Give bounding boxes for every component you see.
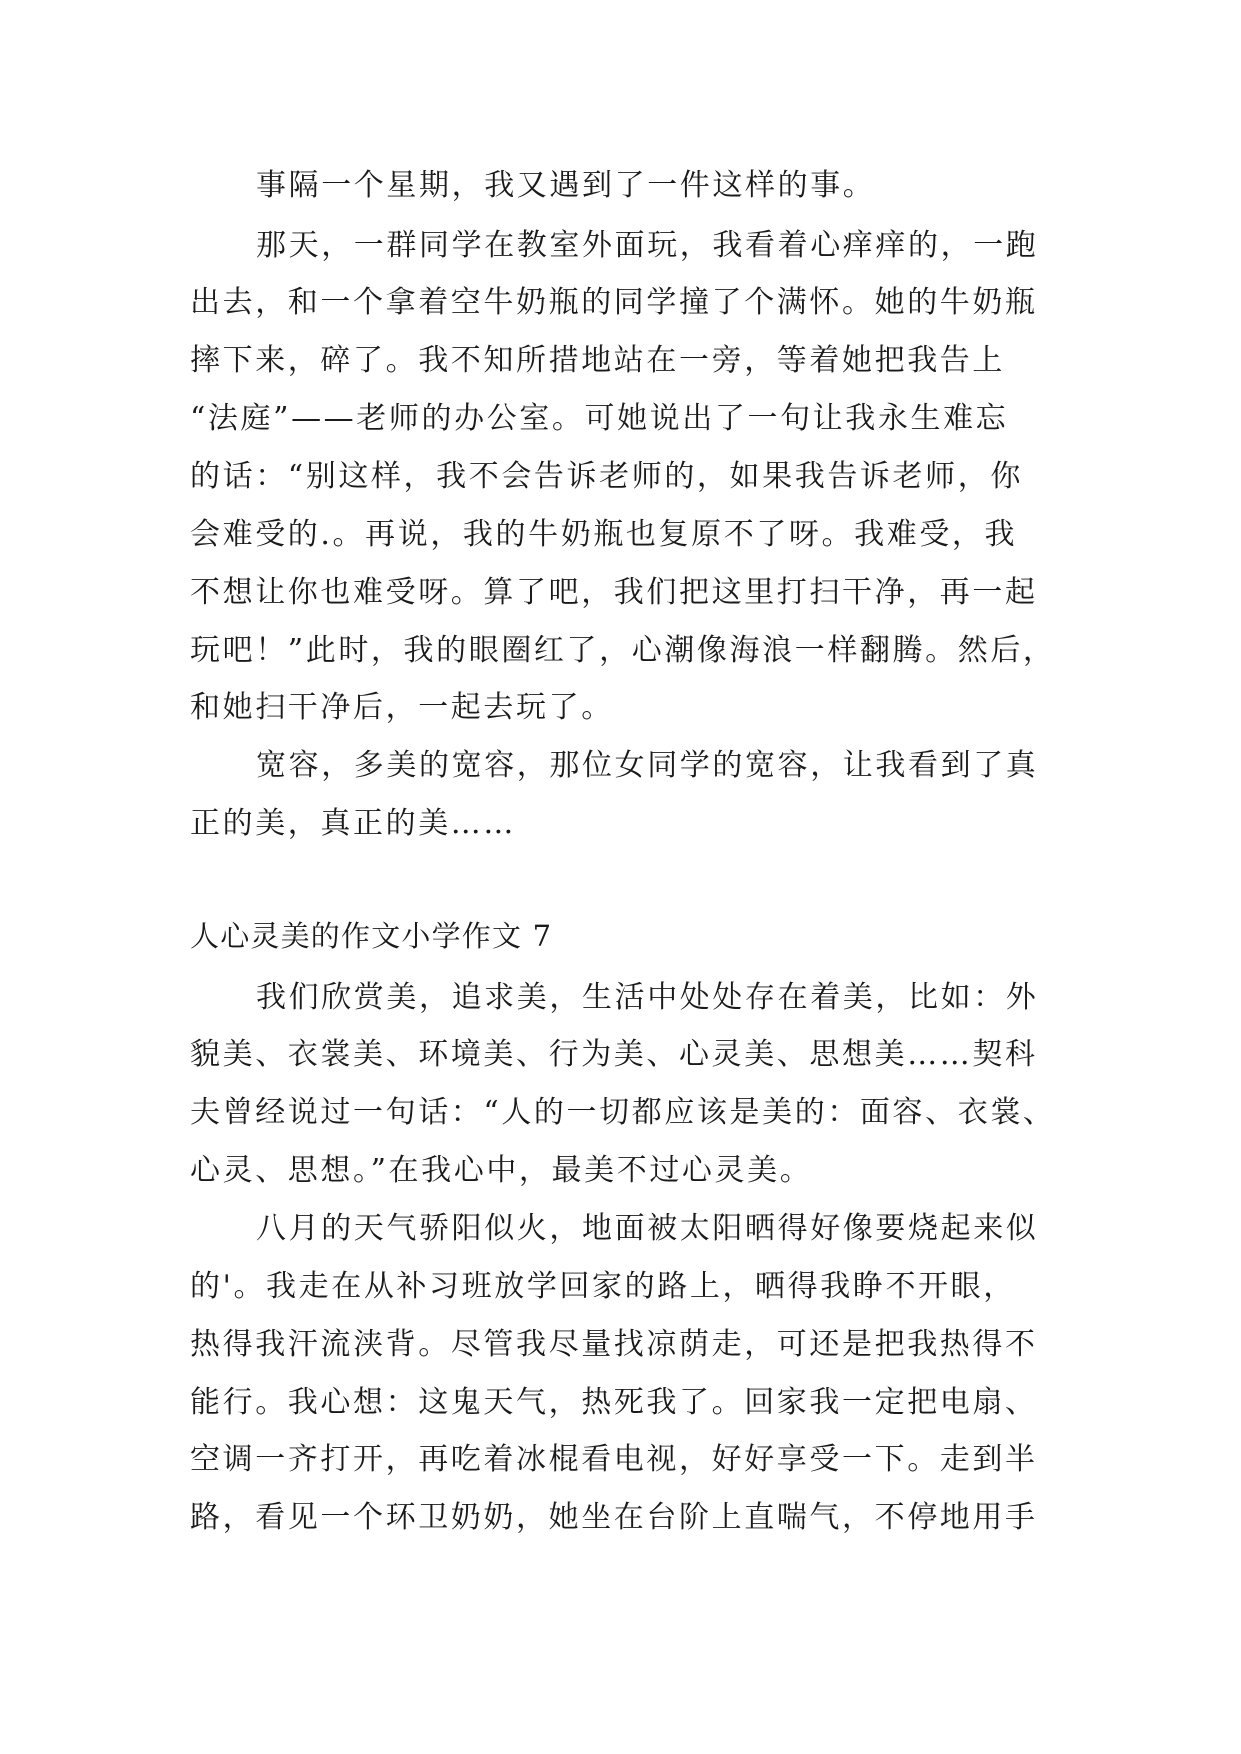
paragraph-line: 空调一齐打开，再吃着冰棍看电视，好好享受一下。走到半 xyxy=(190,1442,1038,1477)
paragraph-line: 事隔一个星期，我又遇到了一件这样的事。 xyxy=(256,168,876,203)
paragraph-line: 那天，一群同学在教室外面玩，我看着心痒痒的，一跑 xyxy=(256,228,1039,263)
paragraph-line: 不想让你也难受呀。算了吧，我们把这里打扫干净，再一起 xyxy=(190,575,1038,610)
paragraph-line: “法庭”——老师的办公室。可她说出了一句让我永生难忘 xyxy=(190,401,1009,436)
paragraph-line: 的话：“别这样，我不会告诉老师的，如果我告诉老师，你 xyxy=(190,459,1023,494)
paragraph-line: 会难受的.。再说，我的牛奶瓶也复原不了呀。我难受，我 xyxy=(190,517,1018,552)
paragraph-line: 摔下来，碎了。我不知所措地站在一旁，等着她把我告上 xyxy=(190,343,1005,378)
paragraph-line: 貌美、衣裳美、环境美、行为美、心灵美、思想美……契科 xyxy=(190,1037,1038,1072)
paragraph-line: 的'。我走在从补习班放学回家的路上，晒得我睁不开眼， xyxy=(190,1269,1016,1304)
paragraph-line: 宽容，多美的宽容，那位女同学的宽容，让我看到了真 xyxy=(256,748,1039,783)
paragraph-line: 正的美，真正的美…… xyxy=(190,806,516,841)
paragraph-line: 热得我汗流浃背。尽管我尽量找凉荫走，可还是把我热得不 xyxy=(190,1327,1038,1362)
section-heading: 人心灵美的作文小学作文 7 xyxy=(190,919,553,953)
paragraph-line: 我们欣赏美，追求美，生活中处处存在着美，比如：外 xyxy=(256,980,1039,1015)
paragraph-line: 路，看见一个环卫奶奶，她坐在台阶上直喘气，不停地用手 xyxy=(190,1500,1038,1535)
paragraph-line: 夫曾经说过一句话：“人的一切都应该是美的：面容、衣裳、 xyxy=(190,1095,1056,1130)
paragraph-line: 和她扫干净后，一起去玩了。 xyxy=(190,690,614,725)
paragraph-line: 能行。我心想：这鬼天气，热死我了。回家我一定把电扇、 xyxy=(190,1385,1038,1420)
paragraph-line: 玩吧！”此时，我的眼圈红了，心潮像海浪一样翻腾。然后， xyxy=(190,633,1056,668)
paragraph-line: 心灵、思想。”在我心中，最美不过心灵美。 xyxy=(190,1153,813,1188)
paragraph-line: 八月的天气骄阳似火，地面被太阳晒得好像要烧起来似 xyxy=(256,1211,1039,1246)
paragraph-line: 出去，和一个拿着空牛奶瓶的同学撞了个满怀。她的牛奶瓶 xyxy=(190,285,1038,320)
